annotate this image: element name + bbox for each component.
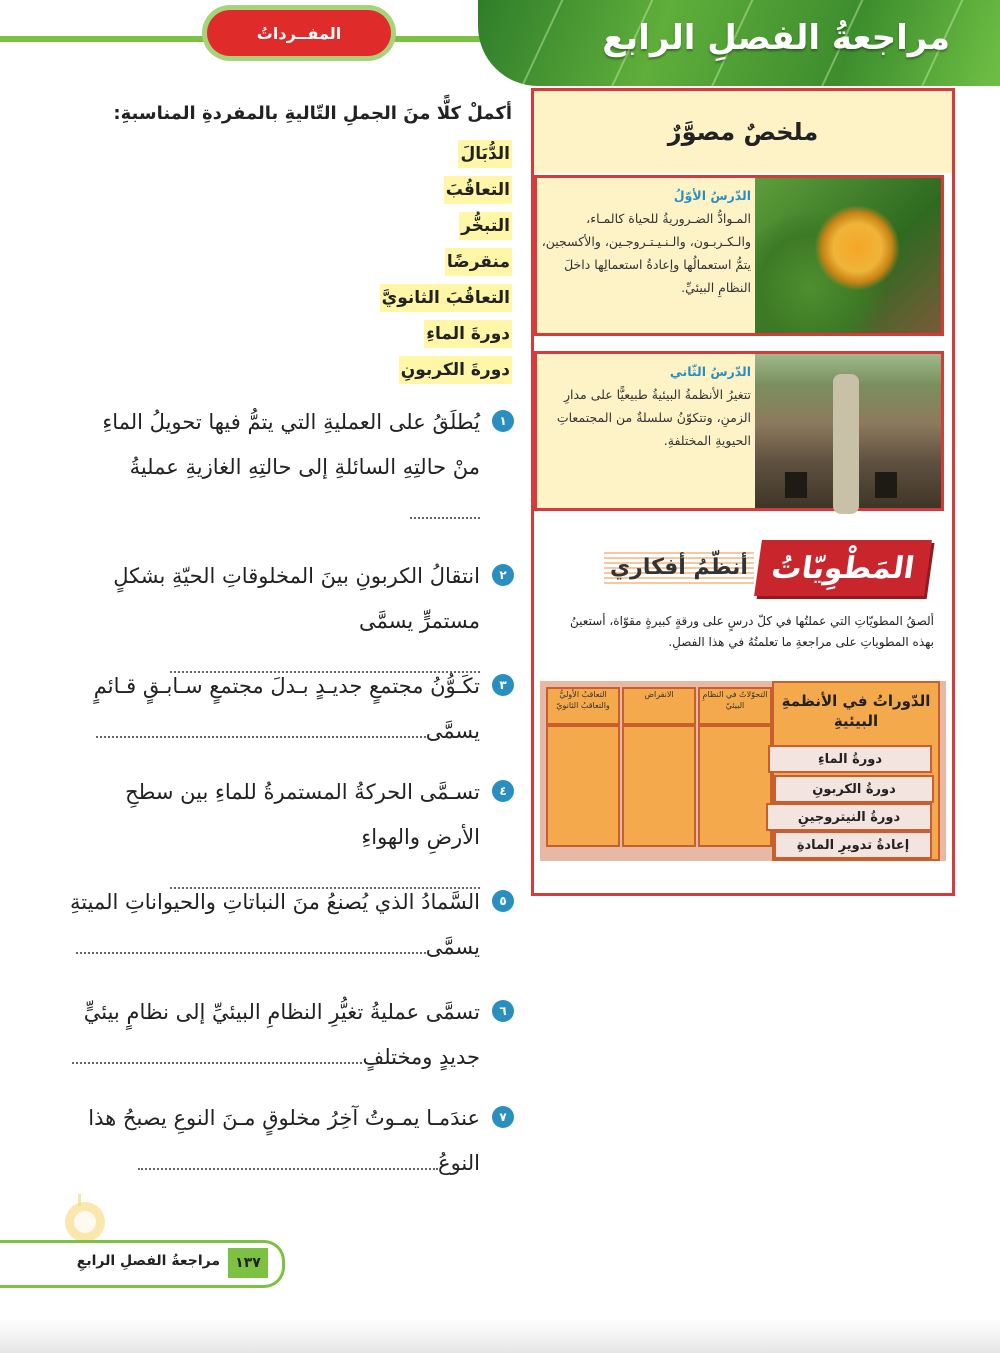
question-text: تسـمَّى الحركةُ المستمرةُ للماءِ بين سطحِ الأرضِ والهواءِ	[125, 780, 480, 849]
question-text: انتقالُ الكربونِ بينَ المخلوقاتِ الحيّةِ بشكلٍ مستمرٍّ يسمَّى	[113, 564, 480, 633]
question-3	[70, 664, 507, 754]
foldable-tab: الانقراض	[622, 687, 696, 725]
foldable-tab: التعاقبُ الأوليُّ والتعاقبُ الثانويّ	[546, 687, 620, 725]
word-bank-item: الدُّبَالَ	[458, 140, 512, 168]
answer-blank[interactable]	[76, 934, 426, 954]
page-title: مراجعةُ الفصلِ الرابع	[602, 18, 950, 58]
question-7	[70, 1096, 507, 1186]
foldable-pocket	[546, 725, 620, 847]
exercise-instruction: أكملْ كلًّا منَ الجملِ التّاليةِ بالمفردةِ المناسبةِ:	[113, 103, 512, 124]
foldables-illustration	[540, 681, 946, 861]
answer-blank[interactable]	[96, 718, 426, 738]
viewer-bottom-bar	[0, 1318, 1000, 1353]
question-number: ٢	[492, 564, 514, 586]
page-number: ١٣٧	[228, 1248, 268, 1278]
summary-heading: ملخصٌ مصوَّرٌ	[534, 91, 952, 173]
footer-chapter-label: مراجعةُ الفصلِ الرابعِ	[76, 1253, 220, 1269]
cycle-strip: دورةُ الماءِ	[768, 745, 932, 773]
lesson-1-card	[534, 175, 944, 336]
question-1	[70, 400, 507, 535]
foldable-pocket	[698, 725, 772, 847]
question-number: ٣	[492, 674, 514, 696]
question-6	[70, 990, 507, 1080]
word-bank-item: التعاقُبَ	[444, 176, 512, 204]
pumpkin-flower-photo	[755, 178, 941, 333]
question-text: السَّمادُ الذي يُصنعُ منَ النباتاتِ والحيواناتِ الميتةِ يسمَّى	[70, 890, 480, 959]
temple-ruins-photo	[755, 354, 941, 508]
cycle-strip: إعادةُ تدويرِ المادةِ	[774, 831, 932, 859]
foldables-subtitle: أنظّمُ أفكاري	[604, 550, 754, 584]
vocab-section-label: المفــرداتُ	[207, 10, 391, 56]
foldables-description: ألصقُ المطويّاتِ التي عملتُها في كلّ درسٍ على ورقةٍ كبيرةٍ مقوّاة، أستعينُ بهذه المطوياتِ على مراجعةِ ما تعلمتُهُ في هذا الفصلِ.	[570, 614, 934, 649]
question-text: تسمَّى عمليةُ تغيُّرِ النظامِ البيئيِّ إلى نظامٍ بيئيٍّ جديدٍ ومختلفٍ	[83, 1000, 480, 1069]
visual-summary-panel	[531, 88, 955, 896]
question-number: ٥	[492, 890, 514, 912]
answer-blank[interactable]	[410, 499, 480, 519]
lesson-2-title: الدّرسُ الثّاني	[669, 364, 751, 379]
lesson-2-card	[534, 351, 944, 511]
publisher-logo-icon	[60, 1190, 110, 1246]
question-number: ٦	[492, 1000, 514, 1022]
word-bank-item: دورةَ الماءِ	[424, 320, 512, 348]
cycle-strip: دورةُ الكربونِ	[774, 775, 934, 803]
question-5	[70, 880, 507, 970]
word-bank-item: دورةَ الكربونِ	[399, 356, 512, 384]
foldables-header	[574, 536, 934, 600]
word-bank-item: منقرضًا	[445, 248, 512, 276]
lesson-1-title: الدّرسُ الأوّلُ	[673, 188, 751, 203]
word-bank	[372, 140, 512, 392]
answer-blank[interactable]	[138, 1150, 438, 1170]
cycles-card	[772, 681, 940, 861]
question-text: عندَمـا يمـوتُ آخِرُ مخلوقٍ مـنَ النوعِ يصبحُ هذا النوعُ	[88, 1106, 480, 1175]
cycle-strip: دورةُ النيتروجينِ	[766, 803, 932, 831]
lesson-1-text: المـوادُّ الضـروريةُ للحياة كالمـاء، والـكـربـون، والـنـيـتـروجـين، والأكسجين، يتمُّ استعمالُها وإعادةُ استعمالِها داخلَ النظامِ البيئيِّ.	[541, 211, 751, 295]
answer-blank[interactable]	[72, 1044, 362, 1064]
question-number: ٤	[492, 780, 514, 802]
foldables-logo: المَطْوِيّاتُ	[754, 540, 932, 596]
word-bank-item: التبخُّر	[459, 212, 512, 240]
question-text: تكَـوُّنُ مجتمعٍ جديـدٍ بـدلَ مجتمعٍ سـابـقٍ قـائمٍ يسمَّى	[93, 674, 480, 743]
word-bank-item: التعاقُبَ الثانويَّ	[380, 284, 512, 312]
lesson-2-text: تتغيرُ الأنظمةُ البيئيةُ طبيعيًّا على مدارِ الزمنِ، وتتكوّنُ سلسلةٌ من المجتمعاتِ الحيويةِ المختلفةِ.	[556, 387, 751, 448]
question-number: ١	[492, 410, 514, 432]
page-footer	[0, 1240, 285, 1288]
foldable-tab: التحوّلاتُ في النظامِ البيئيّ	[698, 687, 772, 725]
question-number: ٧	[492, 1106, 514, 1128]
chapter-banner	[478, 0, 1000, 86]
question-text: يُطلَقُ على العمليةِ التي يتمُّ فيها تحويلُ الماءِ منْ حالتِهِ السائلةِ إلى حالتِهِ الغازيةِ عمليةُ	[102, 410, 480, 479]
cycles-card-title: الدّوراتُ في الأنظمةِ البيئيةِ	[781, 692, 931, 730]
foldable-pocket	[622, 725, 696, 847]
